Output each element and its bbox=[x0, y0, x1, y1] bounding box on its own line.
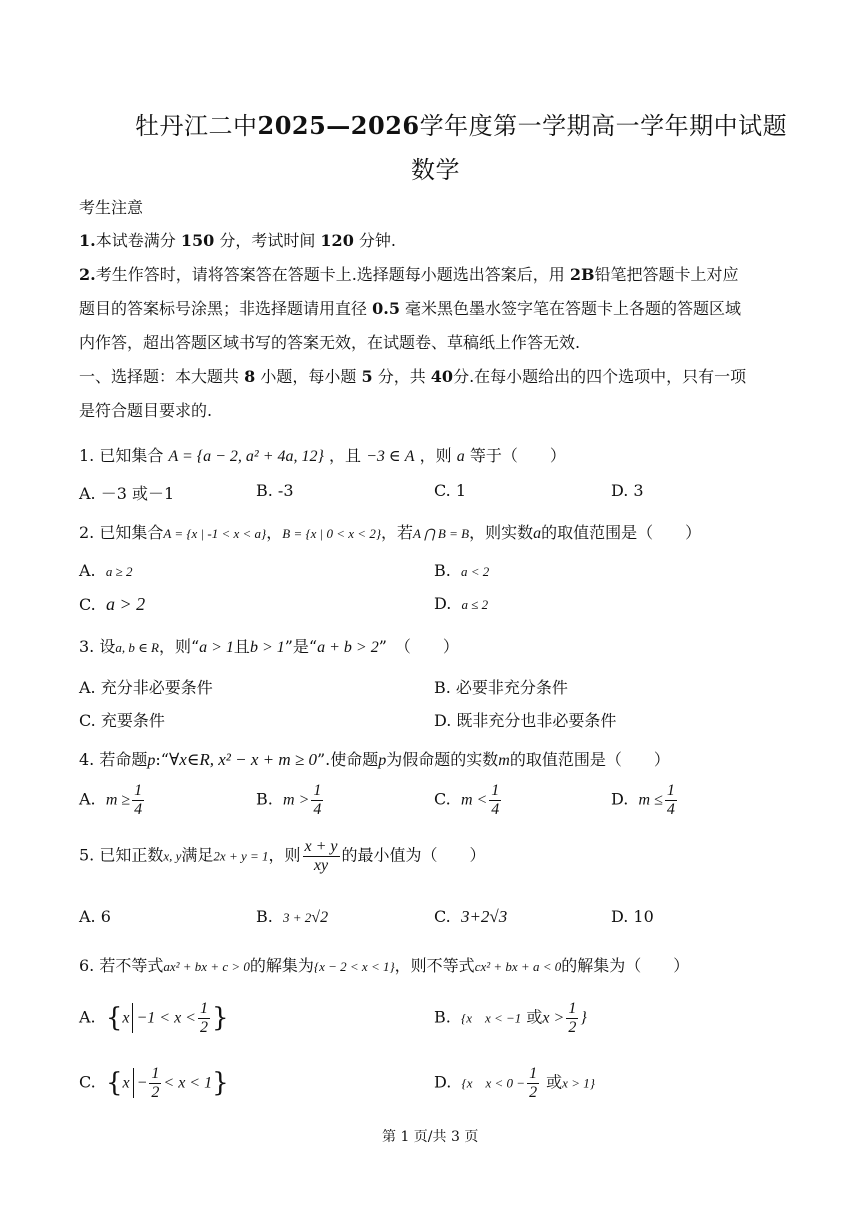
option-math: {x x < −1 bbox=[461, 1010, 522, 1026]
stem-text: ，则 bbox=[419, 446, 452, 465]
notice-text: 分，考试时间 bbox=[219, 231, 316, 250]
stem-text: 的解集为（ ） bbox=[561, 956, 690, 975]
proposition-p: p bbox=[147, 752, 156, 769]
option-math: m ≤ bbox=[638, 791, 663, 809]
question-5-stem bbox=[79, 838, 486, 874]
page-title bbox=[135, 106, 787, 141]
fraction bbox=[303, 838, 340, 874]
option-label: C. bbox=[434, 907, 451, 926]
option-math: x > bbox=[542, 1009, 565, 1027]
question-2-option-c bbox=[79, 594, 145, 615]
stem-text: 且 bbox=[233, 637, 250, 656]
set-bar bbox=[133, 1068, 134, 1098]
option-label: A. bbox=[79, 789, 96, 809]
option-label: C. bbox=[79, 595, 96, 614]
set-expression: A = {a − 2, a² + 4a, 12} bbox=[168, 448, 324, 465]
question-6-option-b bbox=[434, 1000, 587, 1036]
vars-expression: a, b ∈ R bbox=[115, 640, 159, 655]
option-math: 3+2 bbox=[460, 907, 490, 926]
question-2-stem bbox=[79, 520, 701, 543]
section-total: 40 bbox=[430, 367, 454, 386]
sqrt-expression: √2 bbox=[311, 909, 329, 926]
option-math: m < bbox=[460, 791, 488, 809]
variable: m bbox=[498, 752, 510, 769]
stem-text: ，则实数 bbox=[469, 523, 534, 542]
notice-text: 毫米黑色墨水签字笔在答题卡上各题的答题区域 bbox=[405, 299, 742, 318]
fraction-numerator: 1 bbox=[568, 1000, 577, 1017]
option-label: C. bbox=[434, 789, 451, 809]
or-word: 或 bbox=[546, 1072, 563, 1092]
stem-text: ”.使命题 bbox=[316, 750, 379, 769]
option-label: D. bbox=[611, 789, 629, 809]
question-2-option-a bbox=[79, 561, 132, 580]
option-math: a < 2 bbox=[461, 564, 490, 579]
notice-item-2 bbox=[79, 262, 739, 285]
notice-text: 题目的答案标号涂黑；非选择题请用直径 bbox=[79, 299, 368, 318]
sqrt-expression: √3 bbox=[489, 907, 508, 926]
option-label: A. bbox=[79, 1007, 96, 1027]
condition-expression: 2x + y = 1 bbox=[213, 848, 269, 864]
question-6-option-a bbox=[79, 1000, 229, 1036]
variable: a bbox=[456, 448, 465, 465]
option-label: C. bbox=[79, 1072, 96, 1092]
stem-text: 的取值范围是（ ） bbox=[541, 523, 702, 542]
stem-text: 为假命题的实数 bbox=[386, 750, 499, 769]
inequality-2: cx² + bx + a < 0 bbox=[474, 959, 562, 974]
notice-pen-size: 0.5 bbox=[372, 299, 400, 318]
option-label: B. bbox=[434, 1007, 451, 1027]
fraction bbox=[149, 1065, 161, 1101]
section-text: 小题，每小题 bbox=[260, 367, 357, 386]
page-number: 第 1 页/共 3 页 bbox=[382, 1129, 479, 1145]
notice-time: 120 bbox=[320, 231, 354, 250]
brace-close: } bbox=[212, 1068, 229, 1099]
notice-text: 分钟. bbox=[358, 231, 397, 250]
question-3-option-d: D. 既非充分也非必要条件 bbox=[434, 711, 617, 730]
notice-item-2-line2 bbox=[79, 296, 741, 319]
question-3-stem bbox=[79, 634, 459, 657]
fraction-numerator: 1 bbox=[313, 782, 322, 799]
condition-expression: −3 ∈ A bbox=[366, 448, 415, 465]
stem-text: ”是“ bbox=[284, 637, 318, 656]
stem-text: 的解集为 bbox=[249, 956, 314, 975]
option-label: B. bbox=[256, 789, 273, 809]
question-1-stem bbox=[79, 443, 566, 466]
stem-text: 3. 设 bbox=[79, 637, 116, 656]
option-math: x > 1} bbox=[562, 1075, 595, 1091]
fraction bbox=[566, 1000, 578, 1036]
question-4-option-c bbox=[434, 782, 503, 818]
stem-text: :“ bbox=[155, 750, 169, 769]
question-4-option-d bbox=[611, 782, 679, 818]
stem-text: ，则“ bbox=[158, 637, 200, 656]
stem-text: 5. 已知正数 bbox=[79, 845, 164, 865]
option-math: < x < 1 bbox=[163, 1074, 213, 1092]
inequality-1: ax² + bx + c > 0 bbox=[163, 959, 250, 974]
question-5-option-d: D. 10 bbox=[611, 907, 654, 926]
fraction bbox=[311, 782, 323, 818]
brace-open: { bbox=[105, 1003, 123, 1034]
question-5-option-b bbox=[256, 907, 328, 927]
stem-text: 6. 若不等式 bbox=[79, 956, 164, 975]
variable: a bbox=[533, 525, 542, 542]
solution-set: {x − 2 < x < 1} bbox=[313, 959, 395, 974]
condition-2: b > 1 bbox=[249, 639, 285, 656]
set-bar bbox=[132, 1003, 133, 1033]
stem-text: ” （ ） bbox=[378, 637, 459, 656]
fraction bbox=[489, 782, 501, 818]
fraction-numerator: 1 bbox=[151, 1065, 160, 1082]
option-label: D. bbox=[434, 594, 452, 613]
stem-text: 4. 若命题 bbox=[79, 750, 148, 769]
notice-num-1: 1. bbox=[79, 231, 96, 250]
option-label: D. bbox=[434, 1072, 452, 1092]
fraction bbox=[665, 782, 677, 818]
subject-title: 数学 bbox=[411, 156, 460, 184]
option-math: −1 < x < bbox=[136, 1009, 196, 1027]
option-math: a ≥ 2 bbox=[105, 564, 133, 579]
question-6-stem bbox=[79, 953, 689, 976]
question-3-option-a: A. 充分非必要条件 bbox=[79, 678, 213, 697]
question-5-option-a: A. 6 bbox=[79, 907, 111, 926]
section-text: 分，共 bbox=[377, 367, 426, 386]
question-3-option-b: B. 必要非充分条件 bbox=[434, 678, 568, 697]
set-b-expression: B = {x | 0 < x < 2} bbox=[282, 526, 382, 541]
title-term: 学年度第一学期高一学年期中试题 bbox=[419, 112, 788, 140]
question-1-option-c: C. 1 bbox=[434, 481, 467, 500]
notice-item-2-line3: 内作答，超出答题区域书写的答案无效，在试题卷、草稿纸上作答无效. bbox=[79, 333, 581, 352]
option-math: x bbox=[122, 1009, 130, 1027]
notice-item-1 bbox=[79, 228, 396, 251]
condition-expression: A ⋂ B = B bbox=[413, 526, 470, 541]
option-math: x bbox=[122, 1074, 130, 1092]
option-math: − bbox=[136, 1074, 148, 1092]
section-count: 8 bbox=[244, 367, 256, 386]
stem-text: ，且 bbox=[329, 446, 362, 465]
set-a-expression: A = {x | -1 < x < a} bbox=[163, 526, 267, 541]
or-word: 或 bbox=[526, 1007, 543, 1027]
proposition-p: p bbox=[378, 752, 387, 769]
stem-text: 2. 已知集合 bbox=[79, 523, 164, 542]
title-years: 2025—2026 bbox=[257, 111, 420, 140]
section-text: 一、选择题：本大题共 bbox=[79, 367, 240, 386]
condition-3: a + b > 2 bbox=[317, 639, 379, 656]
fraction-denominator: 4 bbox=[134, 800, 143, 818]
question-6-option-d bbox=[434, 1065, 595, 1101]
fraction-numerator: 1 bbox=[666, 782, 675, 799]
fraction-numerator: 1 bbox=[529, 1065, 538, 1082]
brace-close: } bbox=[211, 1003, 229, 1034]
question-6-option-c bbox=[79, 1065, 229, 1101]
question-2-option-d bbox=[434, 594, 488, 613]
stem-text: ，则不等式 bbox=[394, 956, 475, 975]
condition-1: a > 1 bbox=[199, 639, 234, 656]
stem-text: 的最小值为（ ） bbox=[341, 845, 486, 865]
question-4-stem bbox=[79, 747, 670, 770]
section-heading-line2: 是符合题目要求的. bbox=[79, 401, 213, 420]
notice-text: 铅笔把答题卡上对应 bbox=[594, 265, 739, 284]
fraction-denominator: 4 bbox=[491, 800, 500, 818]
question-4-option-a bbox=[79, 782, 146, 818]
section-text: 分.在每小题给出的四个选项中，只有一项 bbox=[453, 367, 747, 386]
stem-text: ，则 bbox=[268, 845, 301, 865]
option-math: a ≤ 2 bbox=[461, 597, 489, 612]
notice-pencil: 2B bbox=[569, 265, 595, 284]
option-label: A. bbox=[79, 561, 96, 580]
stem-text: 满足 bbox=[181, 845, 214, 865]
fraction bbox=[132, 782, 144, 818]
fraction bbox=[527, 1065, 539, 1101]
option-math: m ≥ bbox=[105, 791, 131, 809]
fraction-numerator: 1 bbox=[491, 782, 500, 799]
fraction-denominator: 2 bbox=[151, 1083, 160, 1101]
question-2-option-b bbox=[434, 561, 489, 580]
question-5-option-c bbox=[434, 907, 507, 927]
question-1-option-d: D. 3 bbox=[611, 481, 644, 500]
stem-text: ，若 bbox=[381, 523, 414, 542]
option-label: B. bbox=[434, 561, 451, 580]
fraction-denominator: 2 bbox=[199, 1018, 208, 1036]
question-3-option-c: C. 充要条件 bbox=[79, 711, 165, 730]
section-heading bbox=[79, 364, 746, 387]
option-math: {x x < 0 − bbox=[461, 1075, 526, 1091]
stem-text: 等于（ ） bbox=[469, 446, 566, 465]
question-1-option-b: B. -3 bbox=[256, 481, 294, 500]
fraction-numerator: 1 bbox=[199, 1000, 208, 1017]
vars-expression: x, y bbox=[163, 848, 182, 864]
notice-num-2: 2. bbox=[79, 265, 96, 284]
option-math: a > 2 bbox=[105, 594, 146, 614]
stem-text: ， bbox=[266, 523, 283, 542]
brace-close: } bbox=[580, 1009, 587, 1027]
fraction-denominator: xy bbox=[313, 856, 329, 874]
fraction bbox=[198, 1000, 210, 1036]
option-math: 3 + 2 bbox=[283, 910, 312, 925]
fraction-denominator: 2 bbox=[529, 1083, 538, 1101]
fraction-numerator: x + y bbox=[304, 838, 338, 855]
proposition-expression: ∀x∈R, x² − x + m ≥ 0 bbox=[168, 750, 317, 769]
section-points-each: 5 bbox=[361, 367, 373, 386]
title-school: 牡丹江二中 bbox=[135, 112, 258, 140]
stem-text: 1. 已知集合 bbox=[79, 446, 164, 465]
option-math: m > bbox=[283, 791, 310, 809]
notice-score: 150 bbox=[180, 231, 215, 250]
notice-text: 本试卷满分 bbox=[95, 231, 176, 250]
brace-open: { bbox=[105, 1068, 123, 1099]
option-label: B. bbox=[256, 907, 273, 926]
question-4-option-b bbox=[256, 782, 325, 818]
fraction-numerator: 1 bbox=[134, 782, 143, 799]
notice-text: 考生作答时，请将答案答在答题卡上.选择题每小题选出答案后，用 bbox=[95, 265, 565, 284]
question-1-option-a: A. －3 或－1 bbox=[79, 484, 175, 503]
stem-text: 的取值范围是（ ） bbox=[509, 750, 670, 769]
notice-heading: 考生注意 bbox=[79, 198, 144, 217]
fraction-denominator: 4 bbox=[313, 800, 322, 818]
fraction-denominator: 4 bbox=[666, 800, 675, 818]
fraction-denominator: 2 bbox=[568, 1018, 577, 1036]
